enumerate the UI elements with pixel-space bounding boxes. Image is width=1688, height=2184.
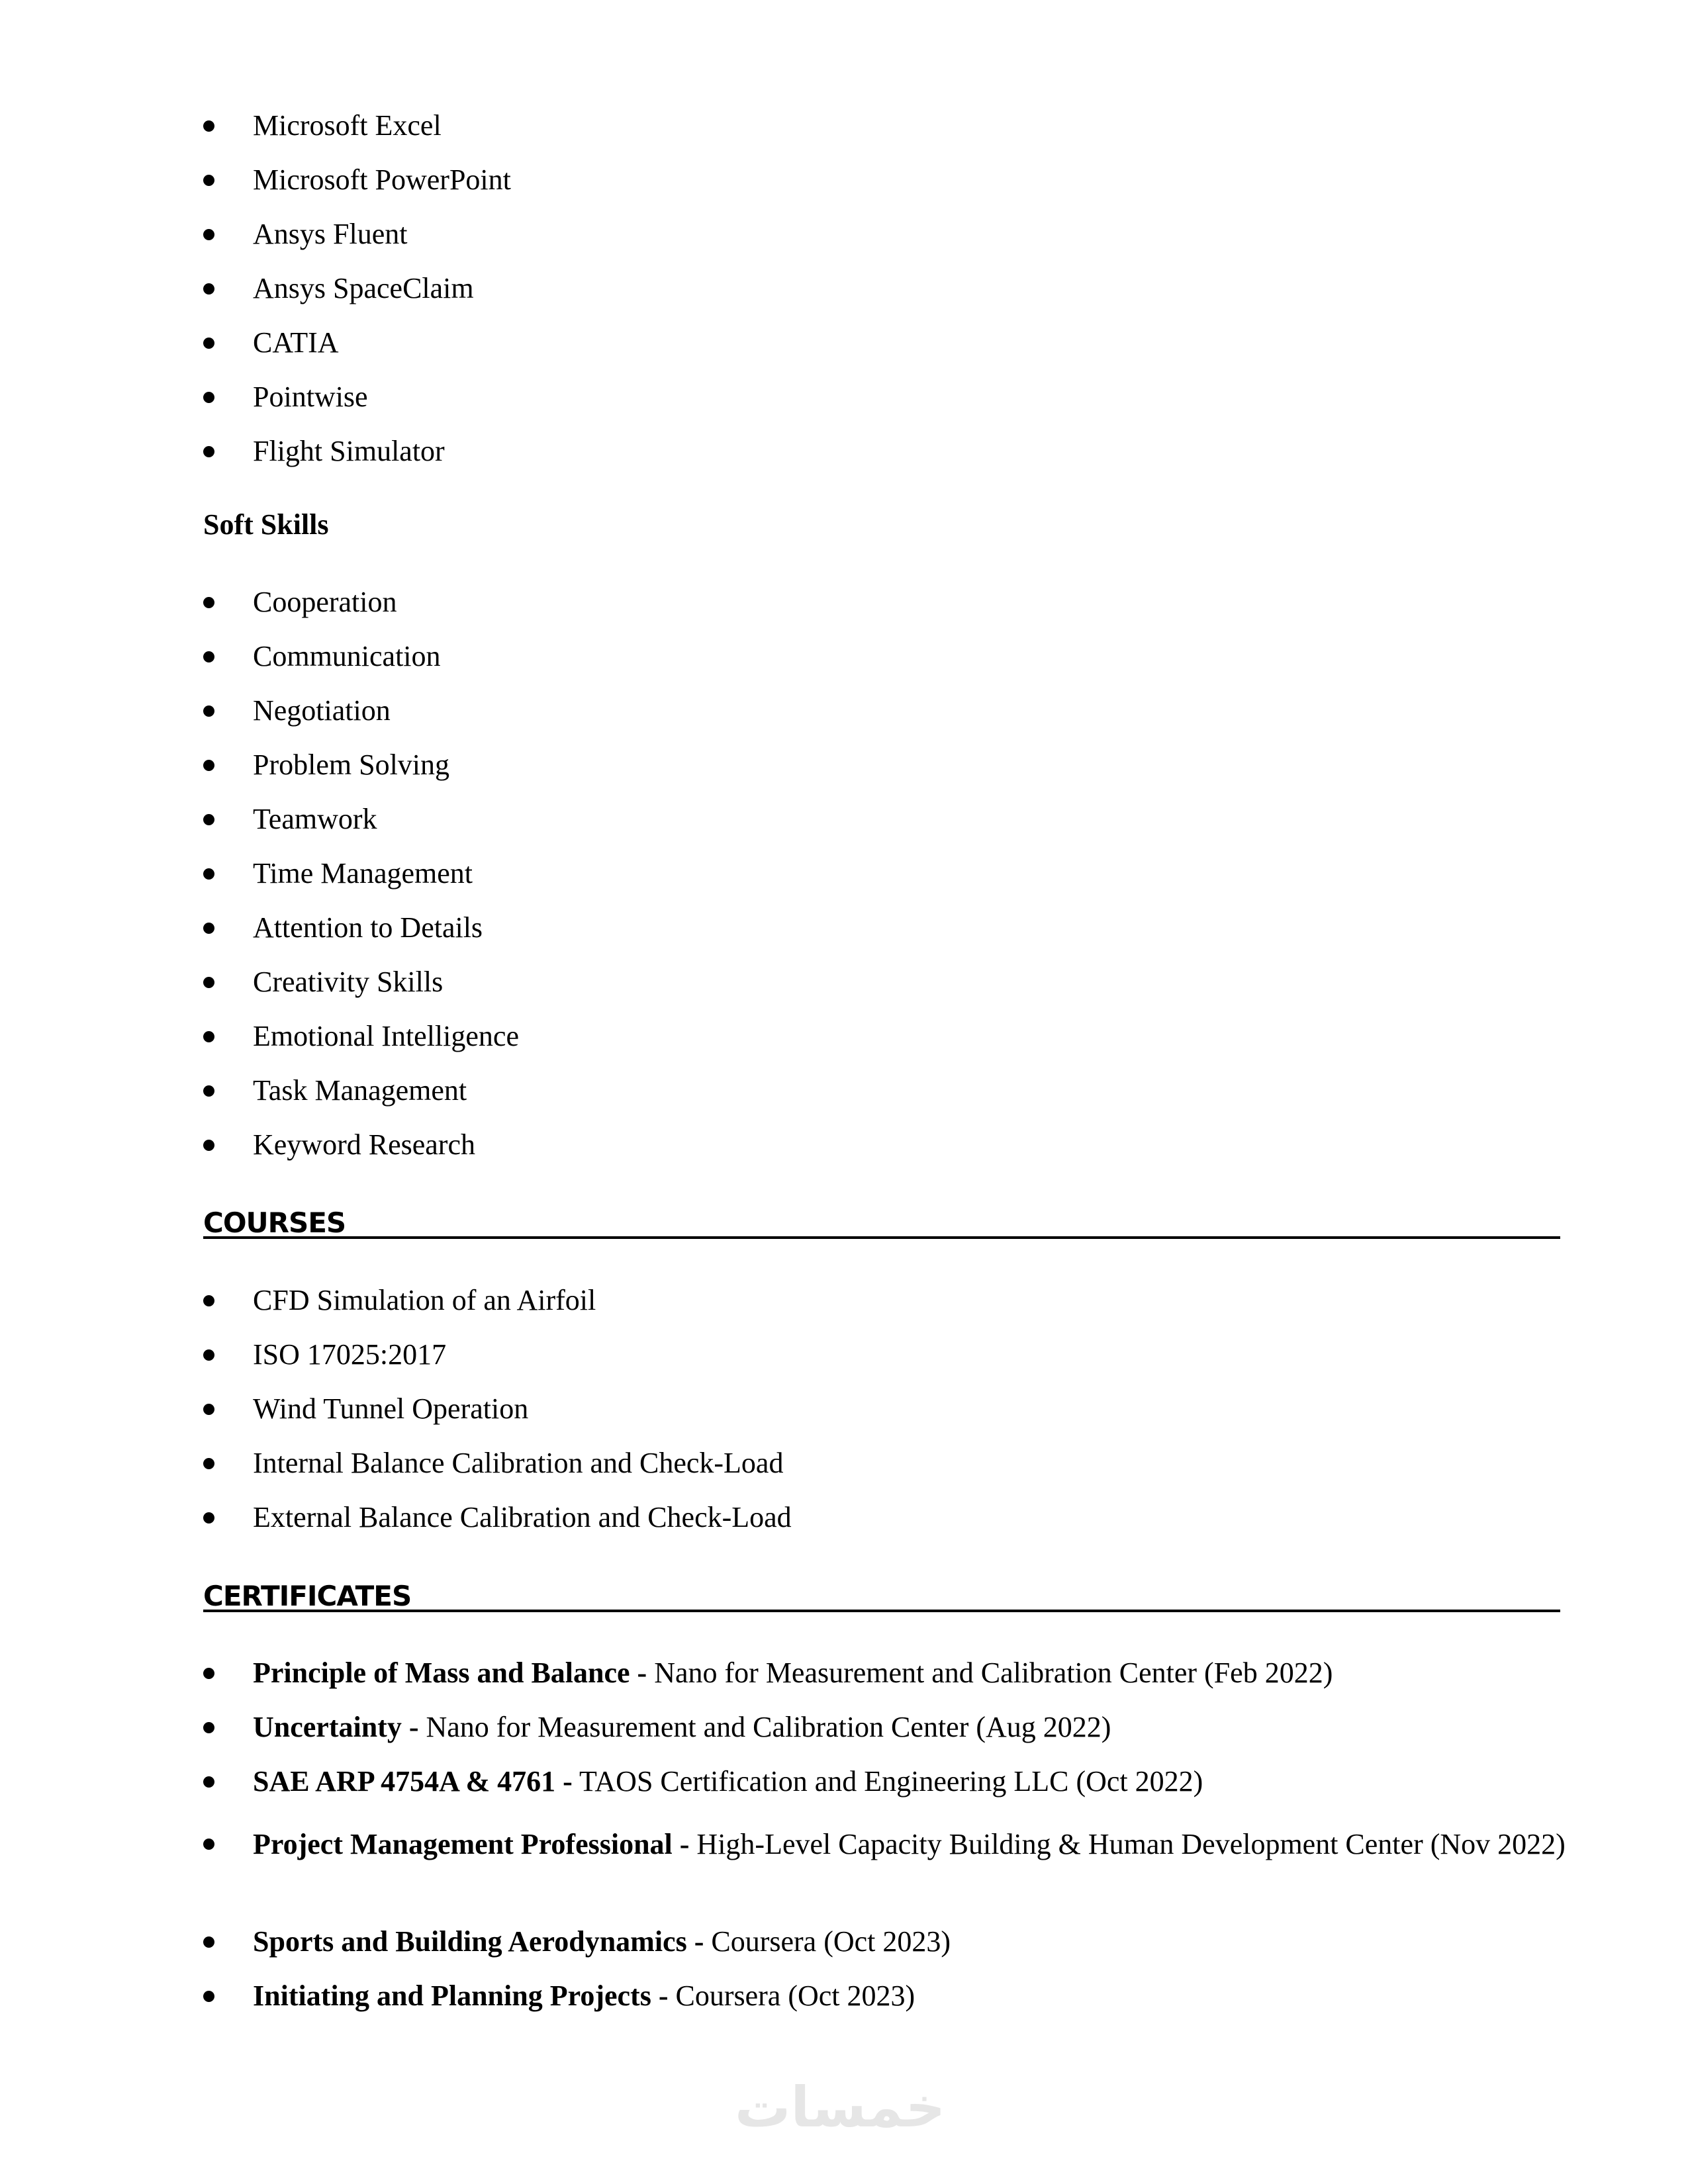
list-item: CFD Simulation of an Airfoil	[199, 1283, 792, 1338]
bullet-icon	[203, 338, 214, 349]
list-item: Cooperation	[199, 585, 519, 639]
list-item: Microsoft Excel	[199, 109, 511, 163]
bullet-icon	[203, 229, 214, 240]
bullet-icon	[203, 651, 214, 662]
bullet-icon	[203, 1404, 214, 1415]
bullet-icon	[203, 977, 214, 988]
list-item: Time Management	[199, 856, 519, 911]
bullet-icon	[203, 175, 214, 186]
certificates-section-heading	[203, 1574, 1560, 1612]
list-item: Negotiation	[199, 694, 519, 748]
list-item: Problem Solving	[199, 748, 519, 802]
list-item: CATIA	[199, 326, 511, 380]
list-item: SAE ARP 4754A & 4761 - TAOS Certification and Engineering LLC (Oct 2022)	[199, 1764, 1577, 1819]
list-item: Creativity Skills	[199, 965, 519, 1019]
bullet-icon	[203, 1031, 214, 1042]
courses-heading-text: COURSES	[203, 1206, 346, 1239]
bullet-icon	[203, 1839, 214, 1850]
list-item: Attention to Details	[199, 911, 519, 965]
list-item: Teamwork	[199, 802, 519, 856]
list-item: Ansys SpaceClaim	[199, 271, 511, 326]
soft-skills-heading: Soft Skills	[203, 508, 329, 541]
list-item: ISO 17025:2017	[199, 1338, 792, 1392]
list-item: Emotional Intelligence	[199, 1019, 519, 1073]
bullet-icon	[203, 1722, 214, 1733]
list-item: Flight Simulator	[199, 434, 511, 488]
bullet-icon	[203, 120, 214, 132]
bullet-icon	[203, 446, 214, 457]
bullet-icon	[203, 923, 214, 934]
courses-list	[199, 1283, 792, 1555]
list-item: Project Management Professional - High-Level Capacity Building & Human Development Center (Nov 2022)	[199, 1819, 1577, 1925]
bullet-icon	[203, 868, 214, 880]
certificates-list	[199, 1656, 1577, 2033]
bullet-icon	[203, 1776, 214, 1788]
bullet-icon	[203, 1458, 214, 1469]
bullet-icon	[203, 283, 214, 295]
bullet-icon	[203, 1085, 214, 1097]
bullet-icon	[203, 1936, 214, 1948]
khamsat-watermark-logo: خمسات	[735, 2075, 946, 2140]
list-item: Pointwise	[199, 380, 511, 434]
list-item: Initiating and Planning Projects - Coursera (Oct 2023)	[199, 1979, 1577, 2033]
list-item: Keyword Research	[199, 1128, 519, 1182]
bullet-icon	[203, 597, 214, 608]
list-item: Principle of Mass and Balance - Nano for Measurement and Calibration Center (Feb 2022)	[199, 1656, 1577, 1710]
bullet-icon	[203, 705, 214, 717]
software-skills-list	[199, 109, 511, 488]
certificates-heading-text: CERTIFICATES	[203, 1580, 412, 1612]
bullet-icon	[203, 1512, 214, 1524]
bullet-icon	[203, 1349, 214, 1361]
list-item: Task Management	[199, 1073, 519, 1128]
list-item: Internal Balance Calibration and Check-Load	[199, 1446, 792, 1500]
bullet-icon	[203, 1991, 214, 2002]
list-item: Wind Tunnel Operation	[199, 1392, 792, 1446]
list-item: Communication	[199, 639, 519, 694]
list-item: External Balance Calibration and Check-Load	[199, 1500, 792, 1555]
courses-section-heading	[203, 1201, 1560, 1239]
list-item: Uncertainty - Nano for Measurement and Calibration Center (Aug 2022)	[199, 1710, 1577, 1764]
soft-skills-list	[199, 585, 519, 1182]
bullet-icon	[203, 814, 214, 825]
list-item: Microsoft PowerPoint	[199, 163, 511, 217]
list-item: Ansys Fluent	[199, 217, 511, 271]
bullet-icon	[203, 1140, 214, 1151]
bullet-icon	[203, 1668, 214, 1679]
bullet-icon	[203, 1295, 214, 1306]
list-item: Sports and Building Aerodynamics - Coursera (Oct 2023)	[199, 1925, 1577, 1979]
bullet-icon	[203, 760, 214, 771]
bullet-icon	[203, 392, 214, 403]
